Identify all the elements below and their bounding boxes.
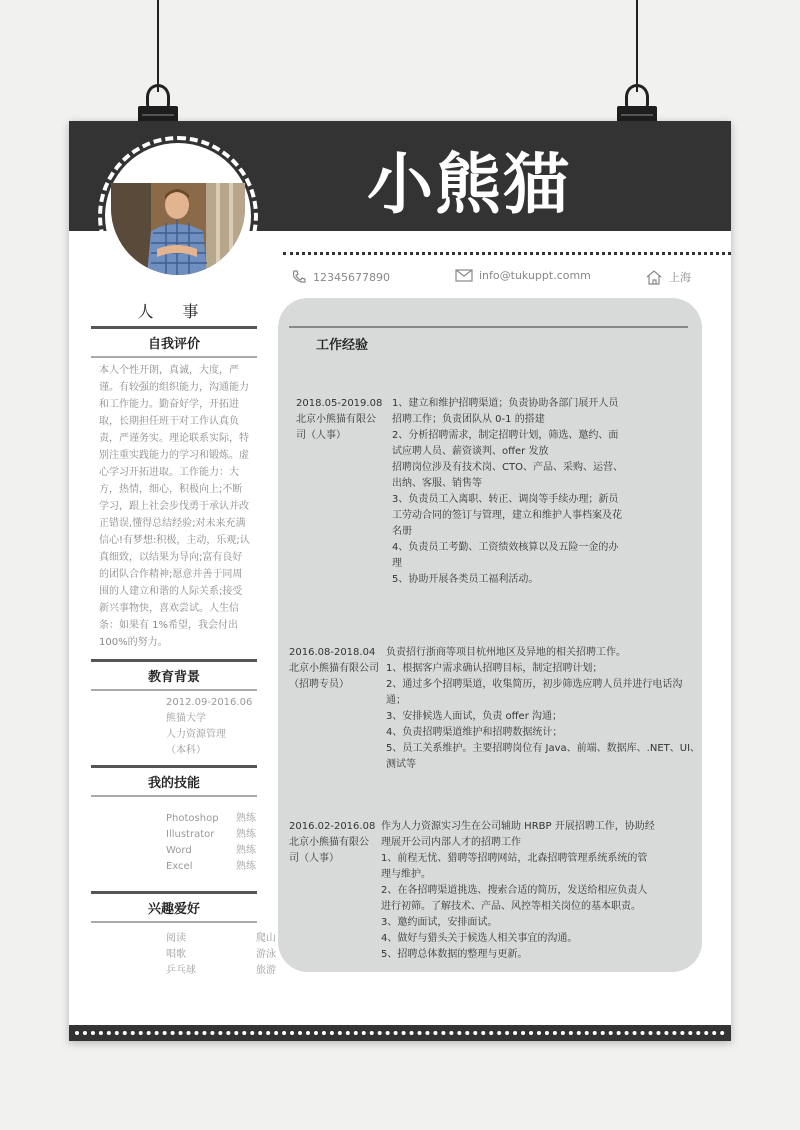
job-line: 进行初筛。了解技术、产品、风控等相关岗位的基本职责。 xyxy=(381,901,641,912)
self-eval-title: 自我评价 xyxy=(147,337,200,352)
job-period: 2016.08-2018.04 xyxy=(289,647,376,658)
home-icon xyxy=(645,269,663,285)
job-meta xyxy=(289,819,385,867)
job-period: 2016.02-2016.08 xyxy=(289,821,376,832)
job-line: 通； xyxy=(386,695,406,706)
job-role: 人 事 xyxy=(137,302,211,321)
hobby-item: 旅游 xyxy=(256,965,276,976)
job-company: 北京小熊猫有限公司 xyxy=(289,663,379,674)
job-meta xyxy=(289,645,385,693)
panel-divider xyxy=(289,326,688,328)
job-description xyxy=(392,396,623,588)
job-line: 试应聘人员、薪资谈判、offer 发放 xyxy=(392,446,549,457)
hobby-item: 乒乓球 xyxy=(166,965,196,976)
footer-band xyxy=(69,1025,731,1041)
job-line: 2、分析招聘需求，制定招聘计划，筛选、邀约、面 xyxy=(392,430,619,441)
education-major: 人力资源管理 xyxy=(166,729,226,740)
skill-level: 熟练 xyxy=(236,813,256,824)
education-school: 熊猫大学 xyxy=(166,713,206,724)
job-description xyxy=(381,819,655,963)
job-line: 作为人力资源实习生在公司辅助 HRBP 开展招聘工作，协助经 xyxy=(381,821,655,832)
hanging-string-left xyxy=(157,0,159,92)
job-line: 出纳、客服、销售等 xyxy=(392,478,482,489)
phone-number: 12345677890 xyxy=(313,270,390,284)
location: 上海 xyxy=(669,271,691,284)
job-line: 负责招行浙商等项目杭州地区及异地的相关招聘工作。 xyxy=(386,647,626,658)
hobbies-list xyxy=(91,923,276,983)
contact-email xyxy=(455,269,591,282)
job-line: 3、邀约面试，安排面试。 xyxy=(381,917,498,928)
job-line: 1、建立和维护招聘渠道；负责协助各部门展开人员 xyxy=(392,398,619,409)
job-line: 理与维护。 xyxy=(381,869,431,880)
hobby-item: 唱歌 xyxy=(166,949,186,960)
job-line: 理 xyxy=(392,558,402,569)
education-title: 教育背景 xyxy=(147,670,200,685)
hanging-string-right xyxy=(636,0,638,92)
job-line: 3、安排候选人面试，负责 offer 沟通； xyxy=(386,711,562,722)
skill-level: 熟练 xyxy=(236,861,256,872)
job-line: 5、招聘总体数据的整理与更新。 xyxy=(381,949,528,960)
job-line: 2、通过多个招聘渠道，收集简历，初步筛选应聘人员并进行电话沟 xyxy=(386,679,683,690)
self-eval-text: 本人个性开朗，真诚，大度，严谨。有较强的组织能力，沟通能力和工作能力。勤奋好学，开拓进取，长期担任班干对工作认真负责，严谨务实。理论联系实际，特别注重实践能力的学习和锻炼。虚心学习开拓进取。工作能力：大方，热情，细心，积极向上;不断学习，跟上社会步伐勇于承认并改正错误,懂得总结经验;对未来充满信心!有梦想:积极，主动，乐观;认真细致，以结果为导向;富有良好的团队合作精神;愿意并善于同周围的人建立和谐的人际关系;接受新兴事物快，喜欢尝试。人生信条：如果有 1%希望，我会付出 100%的努力。 xyxy=(99,365,250,648)
job-description xyxy=(386,645,700,773)
skill-name: Illustrator xyxy=(166,829,215,840)
skill-level: 熟练 xyxy=(236,845,256,856)
job-line: 4、负责员工考勤、工资绩效核算以及五险一金的办 xyxy=(392,542,619,553)
hobby-item: 爬山 xyxy=(256,933,276,944)
job-line: 名册 xyxy=(392,526,412,537)
work-title: 工作经验 xyxy=(316,338,369,353)
skills-list xyxy=(91,797,257,891)
job-meta xyxy=(296,396,392,444)
job-line: 测试等 xyxy=(386,759,416,770)
education-period: 2012.09-2016.06 xyxy=(166,697,253,708)
left-column xyxy=(91,299,276,983)
job-line: 招聘工作；负责团队从 0-1 的搭建 xyxy=(392,414,545,425)
job-company: 北京小熊猫有限公 xyxy=(289,837,369,848)
job-line: 2、在各招聘渠道挑选、搜索合适的简历，发送给相应负责人 xyxy=(381,885,648,896)
job-company-cont: 司（人事） xyxy=(289,853,339,864)
skill-name: Word xyxy=(166,845,192,856)
mail-icon xyxy=(455,269,473,282)
job-period: 2018.05-2019.08 xyxy=(296,398,383,409)
skill-level: 熟练 xyxy=(236,829,256,840)
education-degree: （本科） xyxy=(166,745,206,756)
job-line: 1、前程无忧、猎聘等招聘网站，北森招聘管理系统系统的管 xyxy=(381,853,648,864)
hobby-item: 阅读 xyxy=(166,933,186,944)
header-dotted-divider xyxy=(283,252,731,255)
job-company-cont: 司（人事） xyxy=(296,430,346,441)
hobby-item: 游泳 xyxy=(256,949,276,960)
job-line: 5、协助开展各类员工福利活动。 xyxy=(392,574,539,585)
resume-sheet xyxy=(69,121,731,1041)
job-line: 3、负责员工入离职、转正、调岗等手续办理；新员 xyxy=(392,494,619,505)
skill-name: Excel xyxy=(166,861,193,872)
job-company: 北京小熊猫有限公 xyxy=(296,414,376,425)
resume-name: 小熊猫 xyxy=(367,146,571,223)
contact-phone xyxy=(291,269,390,285)
work-experience-panel xyxy=(278,298,702,972)
job-line: 5、员工关系维护。主要招聘岗位有 Java、前端、数据库、.NET、UI、 xyxy=(386,743,701,754)
job-line: 1、根据客户需求确认招聘目标，制定招聘计划； xyxy=(386,663,603,674)
skill-name: Photoshop xyxy=(166,813,219,824)
skills-title: 我的技能 xyxy=(147,776,200,791)
job-line: 工劳动合同的签订与管理，建立和维护人事档案及花 xyxy=(392,510,622,521)
email-address: info@tukuppt.comm xyxy=(479,269,591,282)
contact-location xyxy=(645,269,691,285)
job-line: 理展开公司内部人才的招聘工作 xyxy=(381,837,521,848)
education-details xyxy=(91,691,257,765)
job-company-cont: （招聘专员） xyxy=(289,679,349,690)
job-line: 4、做好与猎头关于候选人相关事宜的沟通。 xyxy=(381,933,578,944)
job-line: 4、负责招聘渠道维护和招聘数据统计； xyxy=(386,727,563,738)
phone-icon xyxy=(291,269,307,285)
job-line: 招聘岗位涉及有技术岗、CTO、产品、采购、运营、 xyxy=(392,462,623,473)
hobbies-title: 兴趣爱好 xyxy=(147,902,200,917)
